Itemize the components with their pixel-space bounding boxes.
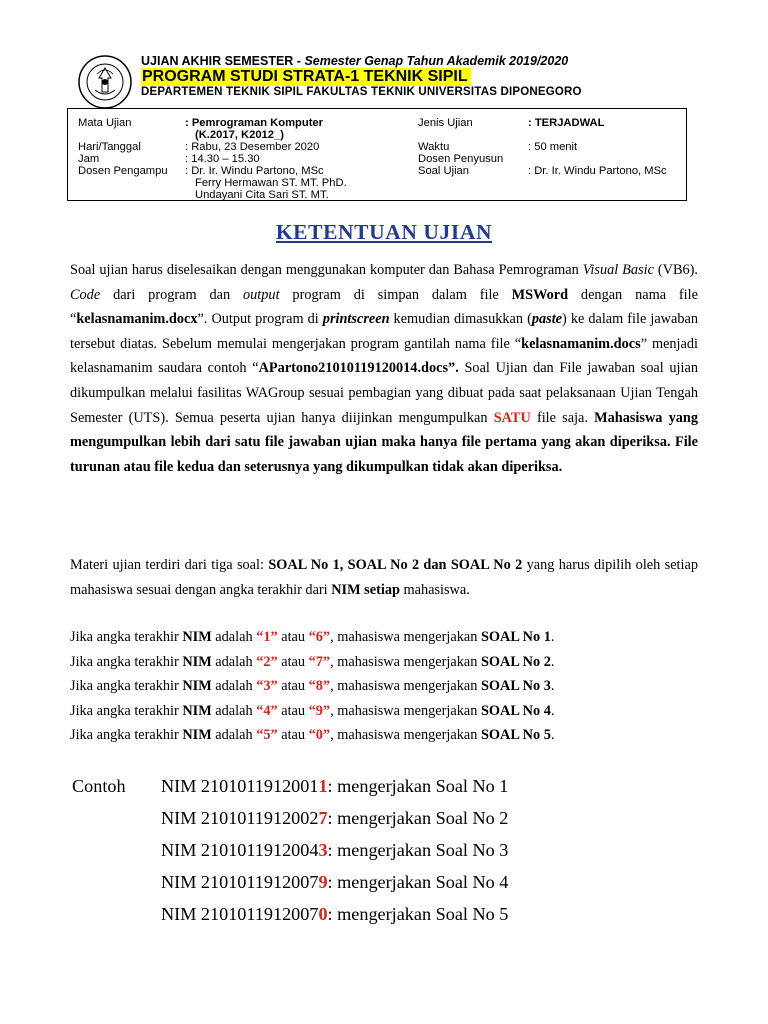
dosen-pengampu-2: Ferry Hermawan ST. MT. PhD. xyxy=(195,177,347,189)
jam-value: : 14.30 – 15.30 xyxy=(185,153,260,165)
mata-ujian-code: (K.2017, K2012_) xyxy=(195,129,284,141)
p1-text: ” menjadi kelasnamanim saudara contoh “ xyxy=(70,335,698,377)
p1-text: program di simpan dalam file xyxy=(279,286,512,303)
jam-label: Jam xyxy=(78,153,100,165)
mata-ujian-label: Mata Ujian xyxy=(78,117,132,129)
nim-rule: Jika angka terakhir NIM adalah “4” atau “9”, mahasiswa mengerjakan SOAL No 4. xyxy=(70,702,555,719)
p1-text: output xyxy=(243,286,280,303)
exam-info-box xyxy=(67,108,687,201)
waktu-label: Waktu xyxy=(418,141,450,153)
semester-info: Semester Genap Tahun Akademik 2019/2020 xyxy=(304,54,569,68)
p1-text-satu: SATU xyxy=(493,409,531,426)
p1-text: Soal ujian harus diselesaikan dengan menggunakan komputer dan Bahasa Pemrograman xyxy=(70,262,583,278)
exam-header-line1 xyxy=(141,54,568,68)
dosen-pengampu-label: Dosen Pengampu xyxy=(78,165,168,177)
p1-text: Soal Ujian dan File jawaban soal ujian dikumpulkan melalui fasilitas WAGroup sesuai pembagian yang dibuat pada saat pelaksanaan Ujian Tengah Semester (UTS). Semua peserta ujian hanya diijinkan mengumpulkan xyxy=(70,360,698,426)
dosen-penyusun-label: Dosen Penyusun xyxy=(418,153,504,165)
p1-text: APartono21010119120014.docs xyxy=(258,360,449,377)
example-label: Contoh xyxy=(72,776,126,796)
exam-type: UJIAN AKHIR SEMESTER - xyxy=(141,54,305,68)
p2-text: yang harus dipilih oleh setiap mahasiswa sesuai dengan angka terakhir dari xyxy=(70,557,698,598)
nim-rules-list xyxy=(70,625,554,748)
p2-text: NIM setiap xyxy=(331,581,400,598)
p1-text: kelasnamanim.docx xyxy=(76,311,198,328)
exam-rules-paragraph xyxy=(70,258,698,479)
p1-text: ”. Output program di xyxy=(197,311,323,328)
p1-text: dengan nama file “ xyxy=(70,286,698,328)
dosen-pengampu-3: Undayani Cita Sari ST. MT. xyxy=(195,189,329,201)
mata-ujian-value: : Pemrograman Komputer xyxy=(185,117,324,129)
p2-text: mahasiswa. xyxy=(399,581,470,598)
example-item: NIM 21010119120079: mengerjakan Soal No 4 xyxy=(161,872,509,892)
department-title: DEPARTEMEN TEKNIK SIPIL FAKULTAS TEKNIK UNIVERSITAS DIPONEGORO xyxy=(141,86,582,98)
p1-text: dari program dan xyxy=(100,286,243,303)
materi-paragraph xyxy=(70,553,698,602)
nim-rule: Jika angka terakhir NIM adalah “2” atau “7”, mahasiswa mengerjakan SOAL No 2. xyxy=(70,653,555,670)
p1-text: Code xyxy=(70,286,101,303)
example-item: NIM 21010119120027: mengerjakan Soal No 2 xyxy=(161,808,509,828)
p1-text: MSWord xyxy=(511,286,569,303)
soal-ujian-label: Soal Ujian xyxy=(418,165,469,177)
waktu-value: : 50 menit xyxy=(528,141,578,153)
p1-text: Visual Basic xyxy=(582,262,654,278)
p1-text: ”. xyxy=(448,360,459,377)
example-item: NIM 21010119120070: mengerjakan Soal No 5 xyxy=(161,904,509,924)
p1-text: paste xyxy=(531,311,563,328)
jenis-ujian-label: Jenis Ujian xyxy=(418,117,473,129)
example-item: NIM 21010119120043: mengerjakan Soal No 3 xyxy=(161,840,509,860)
p1-text: file saja. xyxy=(530,409,595,426)
p2-text: SOAL No 1, SOAL No 2 dan SOAL No 2 xyxy=(268,557,523,573)
nim-rule: Jika angka terakhir NIM adalah “5” atau “0”, mahasiswa mengerjakan SOAL No 5. xyxy=(70,727,555,744)
program-title: PROGRAM STUDI STRATA-1 TEKNIK SIPIL xyxy=(141,68,471,86)
jenis-ujian-value: : TERJADWAL xyxy=(528,117,605,129)
hari-tanggal-label: Hari/Tanggal xyxy=(78,141,141,153)
p1-text-warning: Mahasiswa yang mengumpulkan lebih dari satu file jawaban ujian maka hanya file pertama yang akan diperiksa. File turunan atau file kedua dan seterusnya yang dikumpulkan tidak akan diperiksa. xyxy=(70,409,698,475)
p1-text: (VB6). xyxy=(653,262,698,278)
p1-text: printscreen xyxy=(322,311,390,328)
dosen-pengampu-value: : Dr. Ir. Windu Partono, MSc xyxy=(185,165,324,177)
p1-text: kelasnamanim.docs xyxy=(521,335,641,352)
p1-text: ) ke dalam file jawaban tersebut diatas. Sebelum memulai mengerjakan program gantilah nama file “ xyxy=(70,311,698,352)
nim-rule: Jika angka terakhir NIM adalah “3” atau “8”, mahasiswa mengerjakan SOAL No 3. xyxy=(70,678,555,695)
p1-text: kemudian dimasukkan ( xyxy=(389,311,532,328)
p2-text: Materi ujian terdiri dari tiga soal: xyxy=(70,557,269,573)
university-seal-logo xyxy=(77,54,133,110)
soal-ujian-value: : Dr. Ir. Windu Partono, MSc xyxy=(528,165,667,177)
nim-rule: Jika angka terakhir NIM adalah “1” atau “6”, mahasiswa mengerjakan SOAL No 1. xyxy=(70,629,555,645)
hari-tanggal-value: : Rabu, 23 Desember 2020 xyxy=(185,141,320,153)
page-title: KETENTUAN UJIAN xyxy=(275,220,493,244)
example-item: NIM 21010119120011: mengerjakan Soal No 1 xyxy=(161,776,509,796)
